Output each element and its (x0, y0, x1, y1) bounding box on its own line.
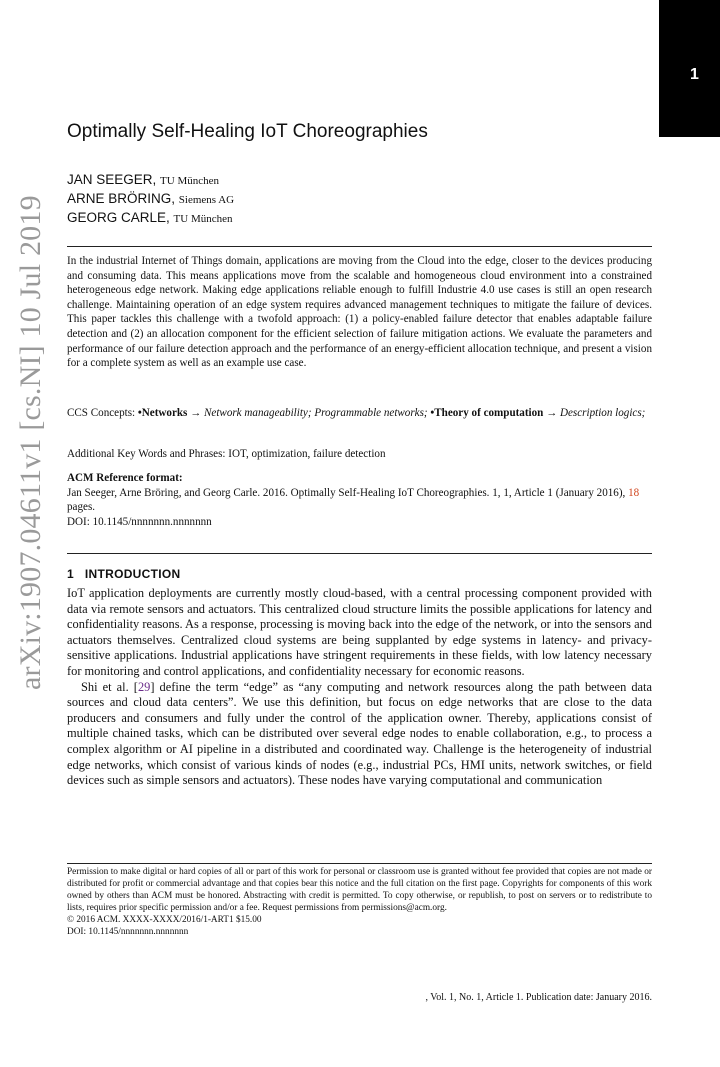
page-number-tab (659, 0, 720, 137)
paper-title: Optimally Self-Healing IoT Choreographies (67, 121, 428, 142)
author-1 (67, 171, 652, 190)
ccs-label: CCS Concepts: (67, 407, 138, 419)
section-number: 1 (67, 567, 74, 581)
ccs-concepts (67, 406, 652, 421)
permission-footnote (67, 866, 652, 939)
intro-paragraph-1: IoT application deployments are currently mostly cloud-based, with a central processing component provided with data via remote sensors and actuators. This centralized cloud structure limits the possible applications for latency and confidentiality reasons. As a response, processing is moving back into the edge of the network, or into the sensors and actuators themselves. Centralized cloud systems are being supplanted by edge systems in latency- and privacy-sensitive applications. Industrial applications have stringent requirements in these fields, with low latency necessary for monitoring and control applications, and confidentiality necessary for economic reasons. (67, 586, 652, 678)
acm-reference-text (67, 486, 652, 515)
footnote-rule (67, 863, 652, 864)
abstract-bottom-rule (67, 553, 652, 554)
author-affiliation: TU München (173, 213, 233, 225)
author-3 (67, 209, 652, 228)
section-title: INTRODUCTION (84, 567, 181, 581)
ccs-item-theory: •Theory of computation (427, 407, 544, 419)
author-name: JAN SEEGER, (67, 172, 157, 187)
author-name: ARNE BRÖRING, (67, 191, 176, 206)
intro-p2-start: Shi et al. [ (81, 679, 138, 694)
publication-info: , Vol. 1, No. 1, Article 1. Publication date: January 2016. (425, 992, 652, 1003)
ccs-item-networks: •Networks (137, 407, 188, 419)
author-affiliation: Siemens AG (178, 194, 235, 206)
arxiv-stamp: arXiv:1907.04611v1 [cs.NI] 10 Jul 2019 (14, 195, 47, 690)
acm-reference-pages-suffix: pages. (67, 501, 96, 514)
section-heading (67, 567, 652, 581)
citation-link[interactable]: 29 (137, 679, 151, 694)
intro-p2-rest: ] define the term “edge” as “any computing and network resources along the path between data sources and cloud data centers”. We use this definition, but focus on edge networks that are close to the data producers and consumers and fully under the control of the application owner. Thereby, applications consist of multiple chained tasks, which can be distributed over several edge nodes to enable collaboration, e.g., to process a complex algorithm or AI pipeline in a distributed and coordinated way. Challenge is the heterogeneity of industrial edge networks, which consist of various kinds of nodes (e.g., industrial PCs, HMI units, network switches, or field devices such as simple sensors and actuators). These nodes have varying computational and communication (67, 679, 653, 788)
ccs-item-networks-sub: Network manageability; Programmable networks; (204, 407, 428, 419)
introduction-body (67, 586, 652, 789)
page-count-link[interactable]: 18 (628, 486, 640, 499)
footnote-doi: DOI: 10.1145/nnnnnnn.nnnnnnn (67, 927, 189, 938)
abstract-top-rule (67, 246, 652, 247)
permission-text: Permission to make digital or hard copies of all or part of this work for personal or classroom use is granted without fee provided that copies are not made or distributed for profit or commercial advantage and that copies bear this notice and the full citation on the first page. Copyrights for components of this work owned by others than ACM must be honored. Abstracting with credit is permitted. To copy otherwise, or republish, to post on servers or to redistribute to lists, requires prior specific permission and/or a fee. Request permissions from permissions@acm.org. (67, 867, 652, 914)
author-list (67, 171, 652, 228)
ccs-arrow: → (187, 407, 205, 419)
ccs-arrow: → (543, 407, 560, 419)
abstract: In the industrial Internet of Things domain, applications are moving from the Cloud into the edge, closer to the devices producing and consuming data. This means applications move from the scalable and homogeneous cloud environment into a constrained heterogeneous edge network. Making edge applications reliable enough to fulfill Industrie 4.0 use cases is still an open research challenge. Maintaining operation of an edge system requires advanced management techniques to mitigate the failure of devices. This paper tackles this challenge with a twofold approach: (1) a policy-enabled failure detector that enables adaptable failure detection and (2) an allocation component for the efficient selection of failure mitigation actions. We evaluate the parameters and performance of our failure detection approach and the performance of an energy-efficient allocation technique, and present a vision for a complete system as well as an example use case. (67, 255, 652, 370)
author-affiliation: TU München (160, 175, 220, 187)
page-number: 1 (690, 66, 699, 83)
acm-reference-heading: ACM Reference format: (67, 472, 183, 484)
author-name: GEORG CARLE, (67, 210, 170, 225)
author-2 (67, 190, 652, 209)
copyright-line: © 2016 ACM. XXXX-XXXX/2016/1-ART1 $15.00 (67, 915, 262, 926)
acm-reference-doi: DOI: 10.1145/nnnnnnn.nnnnnnn (67, 515, 212, 528)
keywords: Additional Key Words and Phrases: IOT, optimization, failure detection (67, 448, 386, 460)
ccs-item-theory-sub: Description logics; (560, 407, 646, 419)
intro-paragraph-2 (67, 680, 652, 789)
acm-reference-citation: Jan Seeger, Arne Bröring, and Georg Carle. 2016. Optimally Self-Healing IoT Choreographies. 1, 1, Article 1 (January 2016), (67, 486, 629, 499)
acm-reference (67, 471, 652, 529)
